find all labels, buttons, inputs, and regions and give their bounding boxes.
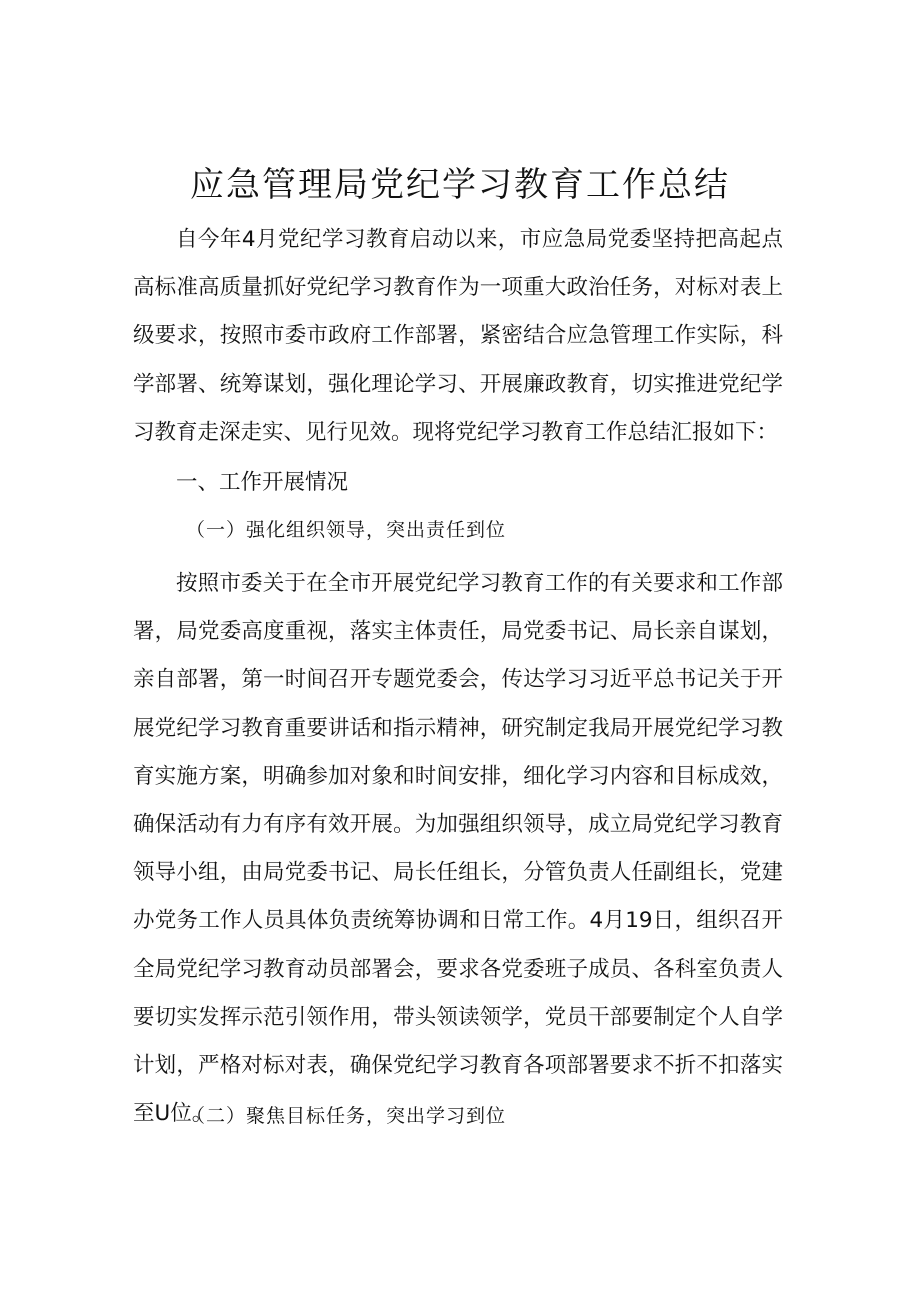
document-title: 应急管理局党纪学习教育工作总结 [190,165,730,205]
subsection-2-heading: （二）聚焦目标任务，突出学习到位 [186,1105,507,1127]
section-1-heading: 一、工作开展情况 [176,470,349,495]
subsection-1-paragraph: 按照市委关于在全市开展党纪学习教育工作的有关要求和工作部署，局党委高度重视，落实主体责任，局党委书记、局长亲自谋划，亲自部署，第一时间召开专题党委会，传达学习习近平总书记关于开展党纪学习教育重要讲话和指示精神，研究制定我局开展党纪学习教育实施方案，明确参加对象和时间安排，细化学习内容和目标成效，确保活动有力有序有效开展。为加强组织领导，成立局党纪学习教育领导小组，由局党委书记、局长任组长，分管负责人任副组长，党建办党务工作人员具体负责统筹协调和日常工作。4月19日，组织召开全局党纪学习教育动员部署会，要求各党委班子成员、各科室负责人要切实发挥示范引领作用，带头领读领学，党员干部要制定个人自学计划，严格对标对表，确保党纪学习教育各项部署要求不折不扣落实至U位。 [133,571,783,1127]
subsection-1-heading: （一）强化组织领导，突出责任到位 [186,519,507,541]
intro-paragraph: 自今年4月党纪学习教育启动以来，市应急局党委坚持把高起点高标准高质量抓好党纪学习教育作为一项重大政治任务，对标对表上级要求，按照市委市政府工作部署，紧密结合应急管理工作实际，科学部署、统筹谋划，强化理论学习、开展廉政教育，切实推进党纪学习教育走深走实、见行见效。现将党纪学习教育工作总结汇报如下： [133,227,783,445]
